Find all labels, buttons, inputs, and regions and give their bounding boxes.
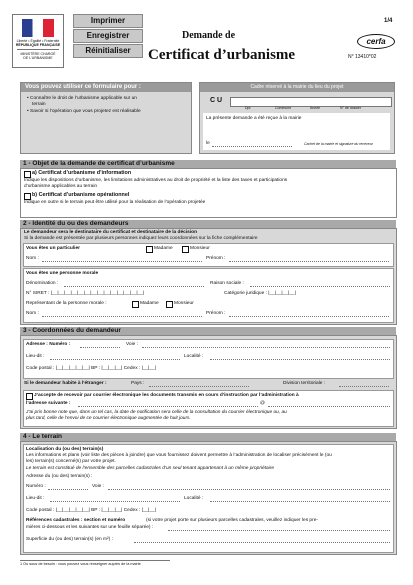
representant-madame-checkbox[interactable] — [132, 301, 139, 308]
le-label: le — [206, 141, 210, 146]
adresse-voie-field[interactable] — [142, 346, 390, 348]
logo-line-5: DE L'URBANISME — [23, 56, 53, 60]
section-2-panel — [20, 228, 397, 325]
adresse-numero-label: Adresse : Numéro : — [26, 342, 71, 347]
superficie-field[interactable] — [134, 541, 390, 543]
terrain-numero-label: Numéro : — [26, 484, 46, 489]
section-1-header: 1 - Objet de la demande de certificat d’urbanisme — [20, 160, 396, 168]
terrain-localite-field[interactable] — [210, 500, 390, 502]
email-domain-field[interactable] — [268, 405, 390, 407]
section-1-panel — [20, 168, 397, 218]
representant-monsieur-label: Monsieur — [174, 301, 194, 306]
usage-heading: Vous pouvez utiliser ce formulaire pour : — [21, 83, 191, 92]
save-button[interactable]: Enregistrer — [73, 29, 143, 43]
cu-operationnel-checkbox[interactable] — [24, 193, 31, 200]
terrain-numero-field[interactable] — [48, 488, 88, 490]
cu-col-annee: Année — [310, 106, 321, 110]
section-3-panel — [20, 335, 397, 429]
cu-information-title: a) Certificat d’urbanisme d’information — [32, 170, 132, 176]
email-note-1: J’ai pris bonne note que, dans un tel cas, la date de notification sera celle de la consultation du courrier électronique ou, au — [26, 410, 287, 415]
terrain-voie-field[interactable] — [108, 488, 390, 490]
print-button[interactable]: Imprimer — [73, 14, 143, 28]
division-field[interactable] — [339, 385, 389, 387]
madame-label: Madame — [154, 246, 173, 251]
s2-intro-2: Si la demande est présentée par plusieurs personnes indiquez leurs coordonnées sur la fiche complémentaire — [24, 236, 258, 241]
email-consent-text2: l’adresse suivante : — [26, 401, 71, 406]
localite-label: Localité : — [184, 354, 204, 359]
cadastre-field[interactable] — [168, 529, 390, 531]
categorie-field[interactable]: Catégorie juridique : |__|__|__|__| — [224, 291, 296, 296]
usage-bullet-1: • Connaître le droit de l’urbanisme applicable sur un — [27, 96, 137, 101]
usage-box — [20, 82, 192, 154]
etranger-label: Si le demandeur habite à l’étranger : — [24, 381, 107, 386]
madame-checkbox[interactable] — [146, 246, 153, 253]
section-3-header: 3 - Coordonnées du demandeur — [20, 327, 396, 335]
form-title: Certificat d’urbanisme — [148, 47, 296, 63]
pays-field[interactable] — [149, 385, 249, 387]
monsieur-label: Monsieur — [190, 246, 210, 251]
representant-prenom-field[interactable] — [229, 315, 389, 317]
adresse-numero-field[interactable] — [80, 346, 120, 348]
representant-label: Représentant de la personne morale : — [26, 301, 107, 306]
particulier-label: Vous êtes un particulier — [26, 246, 81, 251]
raison-field[interactable] — [250, 285, 390, 287]
code-postal-field[interactable]: Code postal : |__|__|__|__|__| BP : |__|__|__| Cedex : |__|__| — [26, 366, 156, 371]
email-consent-text1: J’accepte de recevoir par courrier électronique les documents transmis en cours d’instruction par l’administration à — [34, 393, 299, 398]
cu-col-commune: Commune — [275, 106, 292, 110]
terrain-code-postal-field[interactable]: Code postal : |__|__|__|__|__| BP : |__|__|__| Cedex : |__|__| — [26, 508, 156, 513]
usage-bullet-2: • Savoir si l’opération que vous projetez est réalisable — [27, 109, 141, 114]
cadastre-text2: mières ci-dessous et les suivantes sur une feuille séparée) : — [26, 525, 154, 530]
received-label: La présente demande a été reçue à la mairie — [206, 116, 302, 121]
denomination-field[interactable] — [64, 285, 204, 287]
cu-information-text2: d’urbanisme applicables au terrain — [24, 184, 98, 189]
cachet-label: Cachet de la mairie et signature du receveur — [304, 142, 373, 146]
email-consent-checkbox[interactable] — [26, 393, 33, 400]
cu-col-dossier: N° de dossier — [340, 106, 362, 110]
logo-line-4: MINISTÈRE CHARGÉ — [20, 52, 56, 56]
raison-label: Raison sociale : — [210, 281, 244, 286]
reset-button[interactable]: Réinitialiser — [73, 44, 143, 58]
localisation-text3: Le terrain est constitué de l’ensemble des parcelles cadastrales d’un seul tenant appartenant à un même propriétaire — [26, 466, 274, 471]
footnote: 1 Ou sous de besoin : vous pouvez vous renseigner auprès de la mairie — [20, 562, 141, 566]
date-field[interactable] — [212, 145, 292, 147]
footnote-rule — [20, 560, 170, 561]
pays-label: Pays : — [131, 381, 145, 386]
logo-line-2: RÉPUBLIQUE FRANÇAISE — [15, 43, 61, 47]
email-local-field[interactable] — [78, 405, 258, 407]
section-4-header: 4 - Le terrain — [20, 433, 396, 441]
lieudit-field[interactable] — [50, 358, 180, 360]
morale-label: Vous êtes une personne morale — [26, 271, 99, 276]
mairie-box — [199, 82, 395, 154]
representant-monsieur-checkbox[interactable] — [166, 301, 173, 308]
localisation-text2: les) terrain(s) concerné(s) par votre projet. — [26, 459, 116, 464]
terrain-localite-label: Localité : — [184, 496, 204, 501]
cu-col-dpt: Dpt — [245, 106, 251, 110]
siret-field[interactable]: N° SIRET : |__|__|__|__|__|__|__|__|__|__|__|__|__|__| — [26, 291, 145, 296]
email-at: @ — [260, 401, 265, 406]
logo-line-1: Liberté • Égalité • Fraternité — [16, 39, 60, 43]
cu-label: C U — [210, 97, 223, 104]
representant-nom-label: Nom : — [26, 311, 39, 316]
republique-logo — [12, 14, 64, 68]
email-note-2: plus tard, celle de l’envoi de ce courrier électronique augmentée de huit jours. — [26, 416, 191, 421]
terrain-voie-label: Voie : — [92, 484, 105, 489]
section-4-panel — [20, 441, 397, 555]
cu-operationnel-text: Indique en outre si le terrain peut être utilisé pour la réalisation de l’opération projetée — [24, 200, 206, 205]
terrain-adresse-label: Adresse du (ou des) terrain(s) : — [26, 474, 93, 479]
terrain-lieudit-label: Lieu-dit : — [26, 496, 45, 501]
cu-information-text1: Indique les dispositions d’urbanisme, les limitations administratives au droit de propriété et la liste des taxes et participations — [24, 178, 288, 183]
mairie-heading: Cadre réservé à la mairie du lieu du projet — [200, 83, 394, 92]
s2-intro-1: Le demandeur sera le destinataire du certificat et destinataire de la décision — [24, 230, 198, 235]
cu-operationnel-title: b) Certificat d’urbanisme opérationnel — [32, 192, 130, 198]
localisation-text1: Les informations et plans (voir liste des pièces à joindre) que vous fournissez doivent permettre à l’administration de localiser précisément le (ou — [26, 453, 332, 458]
localite-field[interactable] — [210, 358, 390, 360]
cadastre-label: Références cadastrales : section et numéro — [26, 518, 126, 523]
superficie-label: Superficie du (ou des) terrain(s) (en m²) : — [26, 537, 113, 542]
cadastre-note: (si votre projet porte sur plusieurs parcelles cadastrales, veuillez indiquer les pre- — [146, 518, 318, 523]
nom-field[interactable] — [42, 260, 202, 262]
monsieur-checkbox[interactable] — [182, 246, 189, 253]
representant-nom-field[interactable] — [42, 315, 202, 317]
localisation-title: Localisation du (ou des) terrain(s) — [26, 447, 104, 452]
prenom-field[interactable] — [229, 260, 389, 262]
form-title-line1: Demande de — [182, 30, 236, 41]
representant-madame-label: Madame — [140, 301, 159, 306]
adresse-voie-label: Voie : — [126, 342, 139, 347]
division-label: Division territoriale : — [283, 381, 326, 386]
page-number: 1/4 — [384, 18, 393, 24]
prenom-label: Prénom : — [206, 256, 226, 261]
cu-information-checkbox[interactable] — [24, 171, 31, 178]
terrain-lieudit-field[interactable] — [50, 500, 180, 502]
section-2-header: 2 - Identité du ou des demandeurs — [20, 220, 396, 228]
lieudit-label: Lieu-dit : — [26, 354, 45, 359]
nom-label: Nom : — [26, 256, 39, 261]
cerfa-logo: cerfa — [357, 34, 395, 49]
representant-prenom-label: Prénom : — [206, 311, 226, 316]
denomination-label: Dénomination : — [26, 281, 59, 286]
usage-bullet-1b: terrain — [32, 102, 46, 107]
marianne-icon — [22, 19, 54, 37]
form-number: N° 13410*02 — [348, 54, 377, 60]
